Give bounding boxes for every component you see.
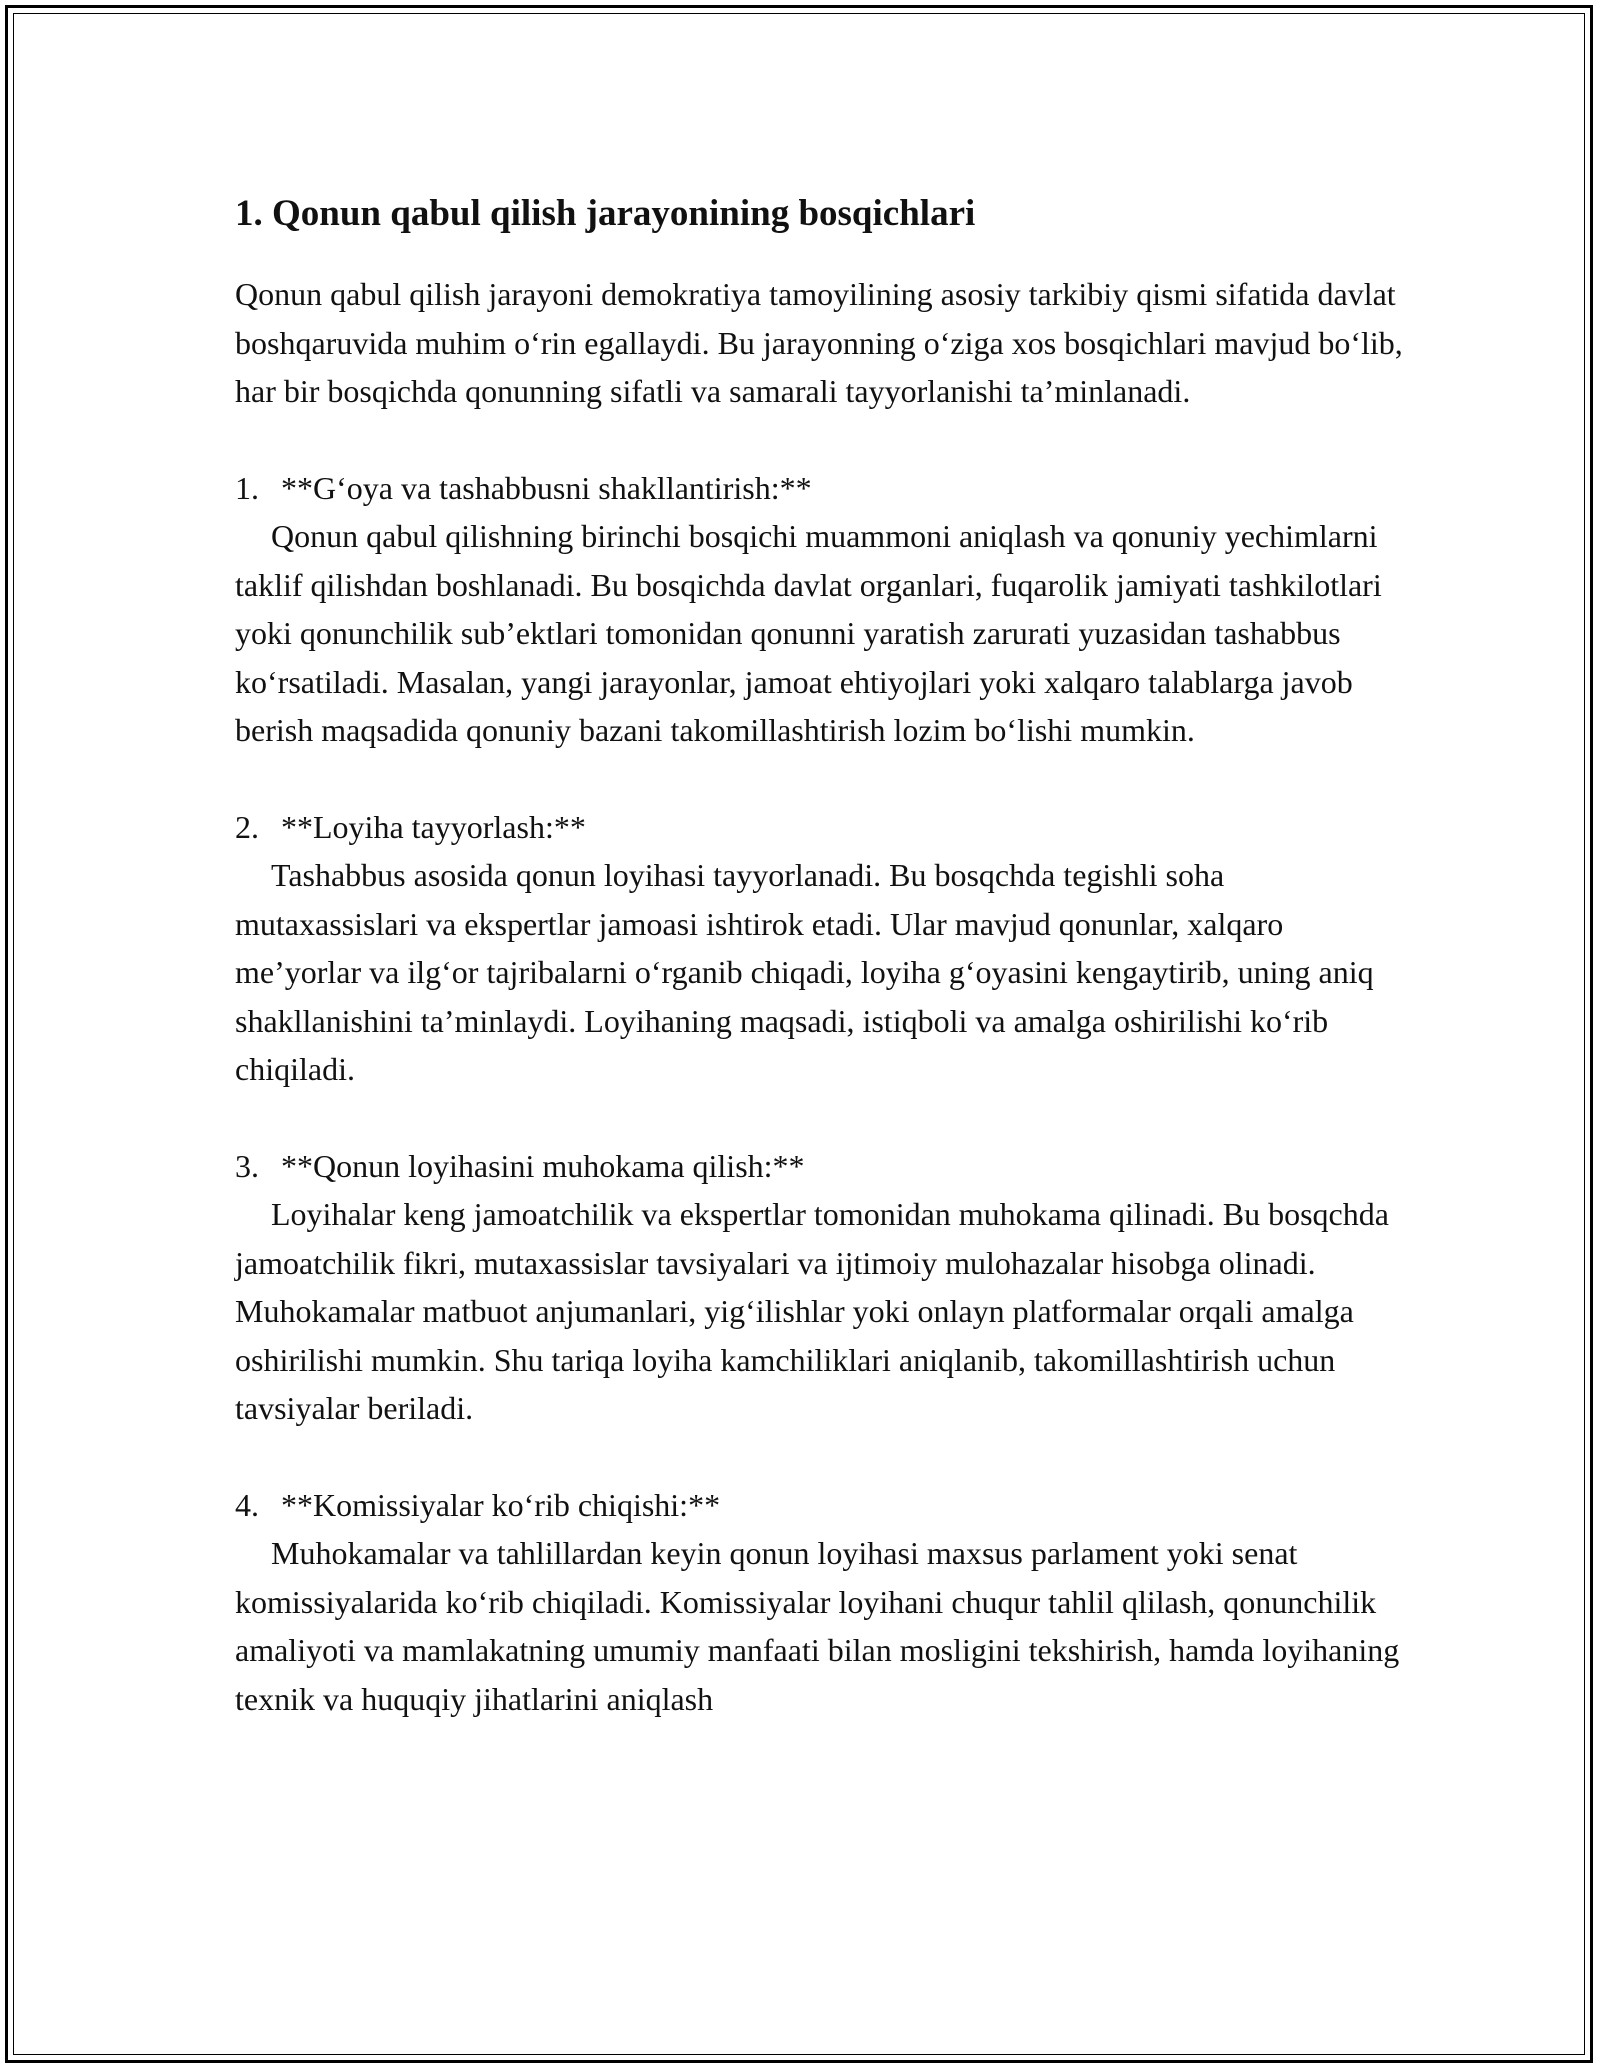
section-heading-text: **Qonun loyihasini muhokama qilish:** bbox=[281, 1147, 805, 1184]
section-body bbox=[235, 857, 1374, 1087]
section-body-text: Loyihalar keng jamoatchilik va ekspertlar tomonidan muhokama qilinadi. Bu bosqchda jamoatchilik fikri, mutaxassislar tavsiyalari va ijtimoiy mulohazalar hisobga olinadi. Muhokamalar matbuot anjumanlari, yig‘ilishlar yoki onlayn platformalar orqali amalga oshirilishi mumkin. Shu tariqa loyiha kamchiliklari aniqlanib, takomillashtirish uchun tavsiyalar beriladi. bbox=[235, 1196, 1389, 1426]
section-2 bbox=[235, 803, 1415, 1094]
section-number: 2. bbox=[235, 808, 259, 845]
section-3 bbox=[235, 1142, 1415, 1433]
intro-paragraph: Qonun qabul qilish jarayoni demokratiya tamoyilining asosiy tarkibiy qismi sifatida davlat boshqaruvida muhim o‘rin egallaydi. Bu jarayonning o‘ziga xos bosqichlari mavjud bo‘lib, har bir bosqichda qonunning sifatli va samarali tayyorlanishi ta’minlanadi. bbox=[235, 276, 1403, 409]
section-body-text: Muhokamalar va tahlillardan keyin qonun loyihasi maxsus parlament yoki senat komissiyalarida ko‘rib chiqiladi. Komissiyalar loyihani chuqur tahlil qlilash, qonunchilik amaliyoti va mamlakatning umumiy manfaati bilan mosligini tekshirish, hamda loyihaning texnik va huquqiy jihatlarini aniqlash bbox=[235, 1535, 1400, 1717]
section-number: 4. bbox=[235, 1486, 259, 1523]
section-body bbox=[235, 1196, 1389, 1426]
section-body-text: Tashabbus asosida qonun loyihasi tayyorlanadi. Bu bosqchda tegishli soha mutaxassislari va ekspertlar jamoasi ishtirok etadi. Ular mavjud qonunlar, xalqaro me’yorlar va ilg‘or tajribalarni o‘rganib chiqadi, loyiha g‘oyasini kengaytirib, uning aniq shakllanishini ta’minlaydi. Loyihaning maqsadi, istiqboli va amalga oshirilishi ko‘rib chiqiladi. bbox=[235, 857, 1374, 1087]
section-4 bbox=[235, 1481, 1415, 1724]
section-heading-text: **Komissiyalar ko‘rib chiqishi:** bbox=[281, 1486, 721, 1523]
document-content bbox=[235, 180, 1415, 1771]
section-heading-text: **G‘oya va tashabbusni shakllantirish:** bbox=[281, 469, 812, 506]
section-heading bbox=[235, 803, 1415, 852]
section-number: 3. bbox=[235, 1147, 259, 1184]
section-1 bbox=[235, 464, 1415, 755]
section-body-text: Qonun qabul qilishning birinchi bosqichi muammoni aniqlash va qonuniy yechimlarni taklif qilishdan boshlanadi. Bu bosqichda davlat organlari, fuqarolik jamiyati tashkilotlari yoki qonunchilik sub’ektlari tomonidan qonunni yaratish zarurati yuzasidan tashabbus ko‘rsatiladi. Masalan, yangi jarayonlar, jamoat ehtiyojlari yoki xalqaro talablarga javob berish maqsadida qonuniy bazani takomillashtirish lozim bo‘lishi mumkin. bbox=[235, 518, 1382, 748]
section-body bbox=[235, 1535, 1399, 1717]
section-heading-text: **Loyiha tayyorlash:** bbox=[281, 808, 586, 845]
section-heading bbox=[235, 1481, 1415, 1530]
section-number: 1. bbox=[235, 469, 259, 506]
section-heading bbox=[235, 1142, 1415, 1191]
section-heading bbox=[235, 464, 1415, 513]
section-body bbox=[235, 518, 1382, 748]
document-title: 1. Qonun qabul qilish jarayonining bosqichlari bbox=[235, 193, 976, 234]
